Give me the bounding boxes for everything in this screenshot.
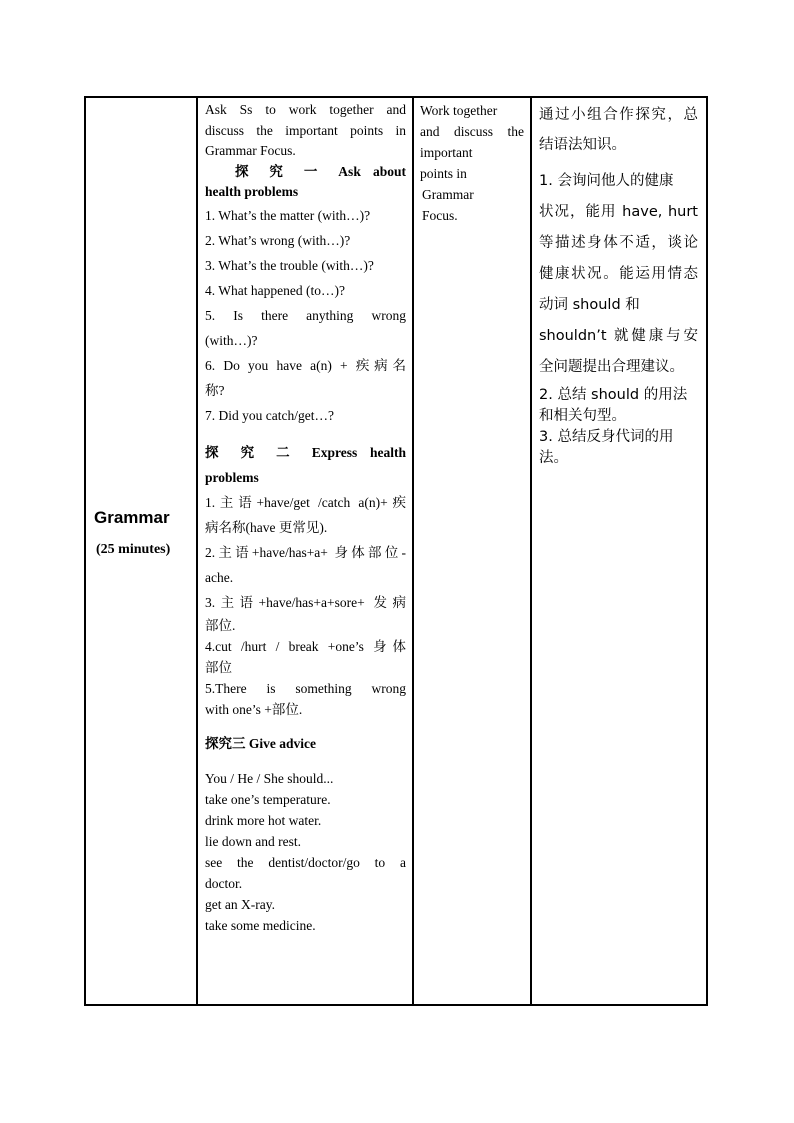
question-item: 5. Is there anything wrong [205, 307, 406, 323]
section1-title-cont: health problems [205, 184, 299, 199]
intent-line: 健康状况。能运用情态 [539, 266, 698, 282]
section2-title: 探 究 二 Express health [205, 444, 406, 460]
intent-line: 等描述身体不适，谈论 [539, 235, 698, 251]
question-item: (with…)? [205, 332, 258, 348]
intent-line: 结语法知识。 [539, 137, 626, 153]
table-right-border [706, 96, 708, 1006]
intent-line: 3. 总结反身代词的用 [539, 429, 674, 445]
intent-line: 全问题提出合理建议。 [539, 359, 684, 375]
expression-item: with one’s +部位. [205, 701, 303, 717]
expression-item: 3.主语+have/has+a+sore+ 发病 [205, 594, 406, 610]
student-activity-line: Grammar [422, 187, 474, 202]
question-item: 1. What’s the matter (with…)? [205, 207, 371, 223]
question-item: 称? [205, 382, 225, 398]
advice-item: drink more hot water. [205, 812, 322, 828]
intent-line: 动词 should 和 [539, 297, 640, 313]
expression-item: ache. [205, 569, 234, 585]
advice-item: see the dentist/doctor/go to a [205, 854, 406, 870]
student-activity-line: Work together [420, 103, 498, 118]
student-activity-cell [414, 96, 530, 1006]
intent-line: 1. 会询问他人的健康 [539, 173, 674, 189]
stage-time: (25 minutes) [96, 542, 171, 557]
intent-line: 2. 总结 should 的用法 [539, 387, 688, 403]
section1-title: 探 究 一 Ask about [235, 163, 406, 179]
question-item: 6. Do you have a(n) + 疾病名 [205, 357, 406, 373]
intro-line: discuss the important points in [205, 122, 406, 138]
expression-item: 2.主语+have/has+a+ 身体部位- [205, 544, 406, 560]
expression-item: 5.There is something wrong [205, 680, 406, 696]
question-item: 4. What happened (to…)? [205, 282, 345, 298]
student-activity-line: and discuss the [420, 124, 524, 139]
design-intent-cell [532, 96, 706, 1006]
intent-line: 法。 [539, 450, 568, 466]
intent-line: 通过小组合作探究，总 [539, 107, 698, 123]
question-item: 3. What’s the trouble (with…)? [205, 257, 374, 273]
section3-title: 探究三 Give advice [205, 735, 316, 751]
expression-item: 1.主语+have/get /catch a(n)+疾 [205, 494, 406, 510]
expression-item: 部位. [205, 617, 236, 633]
expression-item: 4.cut /hurt / break +one’s 身体 [205, 638, 406, 654]
expression-item: 部位 [205, 659, 232, 675]
student-activity-line: points in [420, 166, 467, 181]
teacher-activity-cell [198, 96, 412, 1006]
student-activity-line: important [420, 145, 473, 160]
intent-line: shouldn’t 就健康与安 [539, 328, 698, 344]
intro-line: Ask Ss to work together and [205, 102, 406, 117]
advice-item: You / He / She should... [205, 770, 334, 786]
student-activity-line: Focus. [422, 208, 458, 223]
intent-line: 状况，能用 have, hurt [539, 204, 698, 220]
advice-item: lie down and rest. [205, 833, 301, 849]
stage-cell [86, 96, 196, 1006]
lesson-plan-table [84, 96, 708, 1006]
advice-item: doctor. [205, 875, 243, 891]
question-item: 2. What’s wrong (with…)? [205, 232, 351, 248]
expression-item: 病名称(have 更常见). [205, 519, 328, 535]
advice-item: take some medicine. [205, 917, 316, 933]
advice-item: take one’s temperature. [205, 791, 331, 807]
intro-line: Grammar Focus. [205, 143, 296, 158]
advice-item: get an X-ray. [205, 896, 275, 912]
question-item: 7. Did you catch/get…? [205, 407, 334, 423]
stage-title: Grammar [94, 508, 170, 527]
intent-line: 和相关句型。 [539, 408, 626, 424]
section2-title-cont: problems [205, 469, 259, 485]
